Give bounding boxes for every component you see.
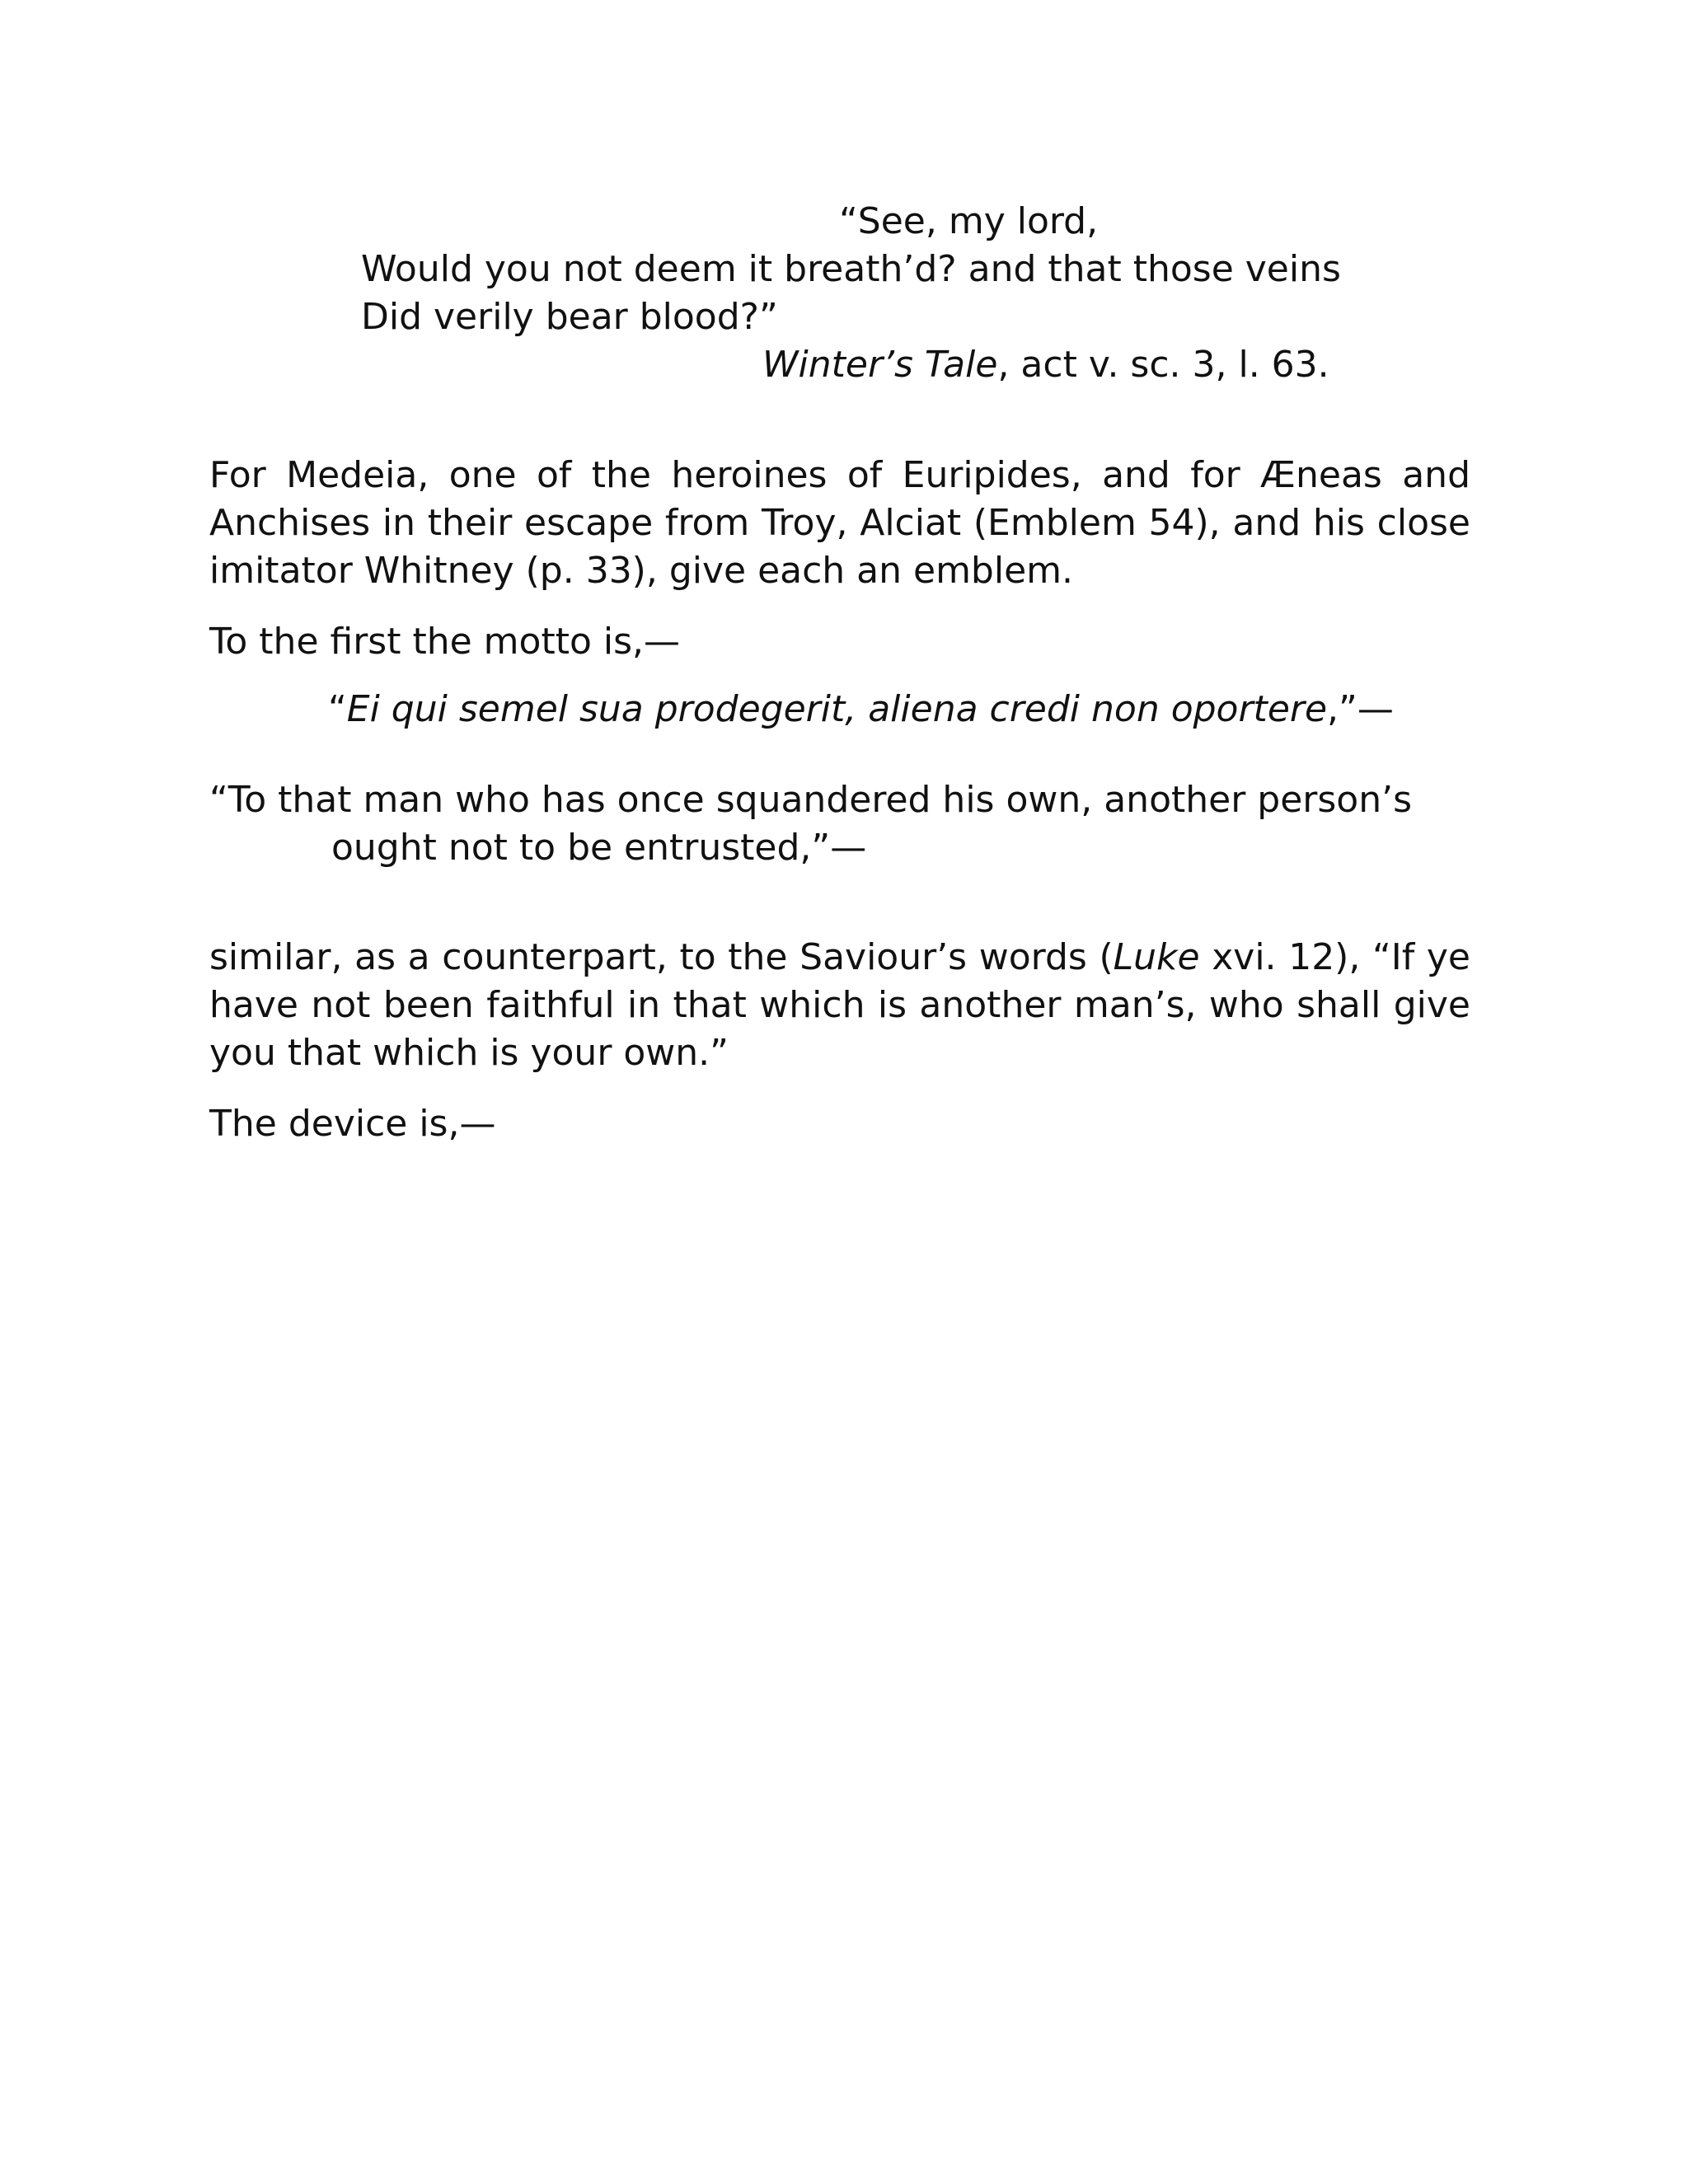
motto <box>328 686 1394 733</box>
paragraph-3-line-2: have not been faithful in that which is another man’s, who shall give <box>209 984 1470 1026</box>
paragraph-3-line-3: you that which is your own.” <box>209 1032 729 1074</box>
paragraph-4: The device is,— <box>209 1103 496 1145</box>
luke-reference: Luke <box>1113 936 1200 978</box>
quote-line-1: “See, my lord, <box>839 200 1099 242</box>
motto-latin: Ei qui semel sua prodegerit, aliena credi non oportere <box>346 688 1328 730</box>
motto-open-quote: “ <box>328 688 347 730</box>
paragraph-3 <box>209 934 1470 1077</box>
translation-line-2: ought not to be entrusted,”— <box>331 827 867 869</box>
quote-citation <box>762 341 1329 389</box>
paragraph-1 <box>209 452 1470 595</box>
paragraph-1-line-2: Anchises in their escape from Troy, Alciat (Emblem 54), and his close <box>209 502 1470 544</box>
paragraph-2: To the first the motto is,— <box>209 621 680 663</box>
quote-line-2: Would you not deem it breath’d? and that those veins <box>361 248 1341 290</box>
paragraph-1-line-3: imitator Whitney (p. 33), give each an emblem. <box>209 550 1074 592</box>
paragraph-3-line-1 <box>209 934 1470 982</box>
motto-close: ,”— <box>1327 688 1394 730</box>
paragraph-1-line-1: For Medeia, one of the heroines of Euripides, and for Æneas and <box>209 454 1470 496</box>
paragraph-3-line-1-start: similar, as a counterpart, to the Saviour’s words ( <box>209 936 1114 978</box>
quote-line-3: Did verily bear blood?” <box>361 296 778 338</box>
translation-line-1: “To that man who has once squandered his own, another person’s <box>209 779 1413 821</box>
citation-rest: , act v. sc. 3, l. 63. <box>997 344 1329 386</box>
citation-title: Winter’s Tale <box>762 344 998 386</box>
paragraph-3-line-1-end: xvi. 12), “If ye <box>1199 936 1471 978</box>
